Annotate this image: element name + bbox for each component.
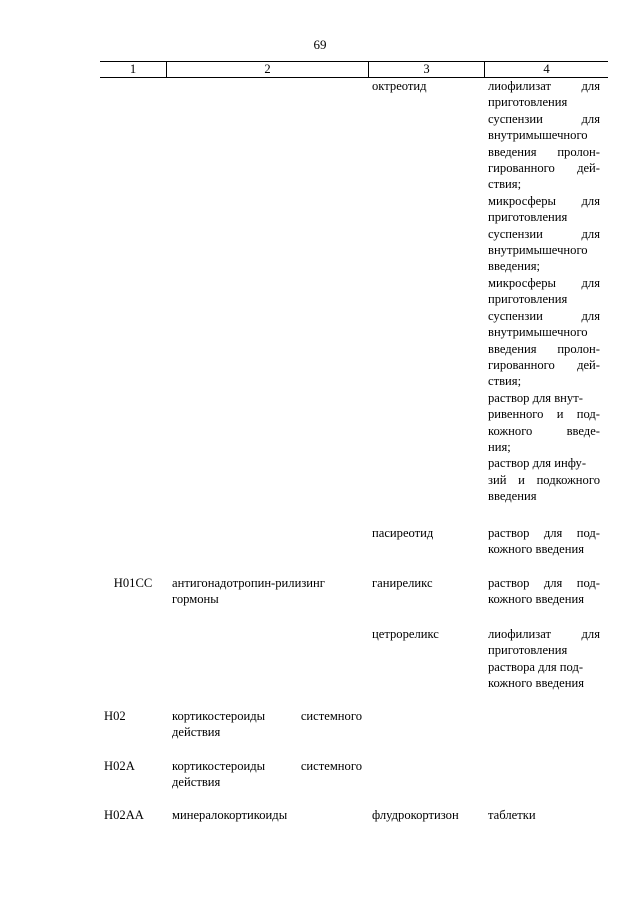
- text-word: микросферы: [488, 193, 556, 208]
- text-line: [172, 708, 362, 724]
- text-line: [488, 406, 600, 422]
- atc-code: H02AA: [104, 808, 144, 822]
- text-line: ствия;: [488, 177, 522, 192]
- dosage-forms: [488, 78, 600, 505]
- text-word: введения: [488, 341, 537, 356]
- text-word: для: [543, 576, 563, 590]
- text-line: [488, 78, 600, 94]
- text-line: [488, 226, 600, 242]
- text-line: [488, 423, 600, 439]
- text-word: гированного: [488, 357, 555, 372]
- drug-name: пасиреотид: [372, 526, 434, 540]
- header-col-2: 2: [167, 62, 369, 77]
- text-word: суспензии: [488, 226, 543, 241]
- text-line: действия: [172, 725, 221, 740]
- text-word: кортикостероиды: [172, 709, 266, 723]
- text-line: ния;: [488, 439, 511, 454]
- text-line: раствор для внут-: [488, 390, 583, 405]
- text-line: кожного введения: [488, 676, 585, 691]
- text-line: приготовления: [488, 292, 568, 307]
- text-line: ствия;: [488, 374, 522, 389]
- text-word: суспензии: [488, 308, 543, 323]
- text-line: [488, 472, 600, 488]
- dosage-forms: [488, 626, 600, 692]
- text-word: для: [581, 627, 600, 641]
- text-word: для: [581, 308, 600, 323]
- text-line: приготовления: [488, 643, 568, 658]
- text-word: раствор: [488, 526, 530, 540]
- text-word: лиофилизат: [488, 627, 551, 641]
- text-word: суспензии: [488, 111, 543, 126]
- text-line: [172, 758, 362, 774]
- text-line: [488, 525, 600, 541]
- text-line: внутримышечного: [488, 325, 588, 340]
- text-word: дей-: [577, 357, 600, 372]
- text-word: зий: [488, 472, 507, 487]
- text-line: [488, 341, 600, 357]
- atc-code: H02A: [104, 759, 135, 773]
- text-line: [488, 111, 600, 127]
- text-line: раствор для инфу-: [488, 456, 587, 471]
- text-line: [488, 575, 600, 591]
- text-word: ривенного: [488, 407, 544, 422]
- text-word: кортикостероиды: [172, 759, 266, 773]
- dosage-forms: [488, 575, 600, 608]
- drug-name: ганиреликс: [372, 576, 433, 590]
- text-line: кожного введения: [488, 542, 585, 557]
- text-word: для: [581, 275, 600, 290]
- text-line: минералокортикоиды: [172, 808, 288, 822]
- text-line: введения;: [488, 259, 541, 274]
- header-col-4: 4: [543, 62, 550, 76]
- text-word: для: [581, 111, 600, 126]
- text-line: раствора для под-: [488, 659, 584, 674]
- text-word: введе-: [566, 423, 600, 438]
- text-line: внутримышечного: [488, 128, 588, 143]
- drug-name: октреотид: [372, 79, 427, 93]
- text-line: [488, 193, 600, 209]
- atc-code: H01CC: [113, 576, 153, 590]
- text-line: таблетки: [488, 808, 536, 822]
- header-col-1: 1: [100, 62, 167, 77]
- dosage-forms: [488, 807, 600, 823]
- text-line: приготовления: [488, 95, 568, 110]
- atc-code: H02: [104, 709, 126, 723]
- text-line: антигонадотропин-рилизинг: [172, 576, 325, 590]
- text-word: под-: [576, 407, 600, 422]
- text-line: [488, 626, 600, 642]
- group-name: [172, 807, 362, 823]
- text-word: микросферы: [488, 275, 556, 290]
- text-word: для: [581, 79, 600, 93]
- text-line: [488, 160, 600, 176]
- text-line: введения: [488, 489, 537, 504]
- text-line: внутримышечного: [488, 243, 588, 258]
- table-header: [100, 61, 608, 78]
- drug-name: флудрокортизон: [372, 808, 459, 822]
- text-line: [488, 308, 600, 324]
- text-word: дей-: [577, 161, 600, 176]
- text-word: для: [581, 226, 600, 241]
- text-word: под-: [576, 526, 600, 540]
- text-word: гированного: [488, 161, 555, 176]
- text-word: кожного: [488, 423, 533, 438]
- drug-name: цетрореликс: [372, 627, 439, 641]
- text-word: и: [556, 407, 564, 422]
- text-word: пролон-: [557, 341, 600, 356]
- text-word: пролон-: [557, 144, 600, 159]
- text-line: [488, 357, 600, 373]
- text-word: подкожного: [536, 472, 600, 487]
- text-word: для: [543, 526, 563, 540]
- page-number: 69: [313, 37, 327, 52]
- group-name: [172, 758, 362, 791]
- header-col-3: 3: [369, 62, 485, 77]
- text-line: гормоны: [172, 592, 219, 607]
- text-word: под-: [576, 576, 600, 590]
- text-word: для: [581, 193, 600, 208]
- text-line: действия: [172, 775, 221, 790]
- text-line: [488, 144, 600, 160]
- group-name: [172, 708, 362, 741]
- text-line: [488, 275, 600, 291]
- text-word: и: [518, 472, 525, 487]
- text-word: лиофилизат: [488, 79, 551, 93]
- text-line: кожного введения: [488, 592, 585, 607]
- dosage-forms: [488, 525, 600, 558]
- text-word: системного: [300, 759, 362, 773]
- text-line: приготовления: [488, 210, 568, 225]
- group-name: [172, 575, 362, 608]
- text-word: введения: [488, 144, 537, 159]
- text-word: системного: [300, 709, 362, 723]
- text-word: раствор: [488, 576, 530, 590]
